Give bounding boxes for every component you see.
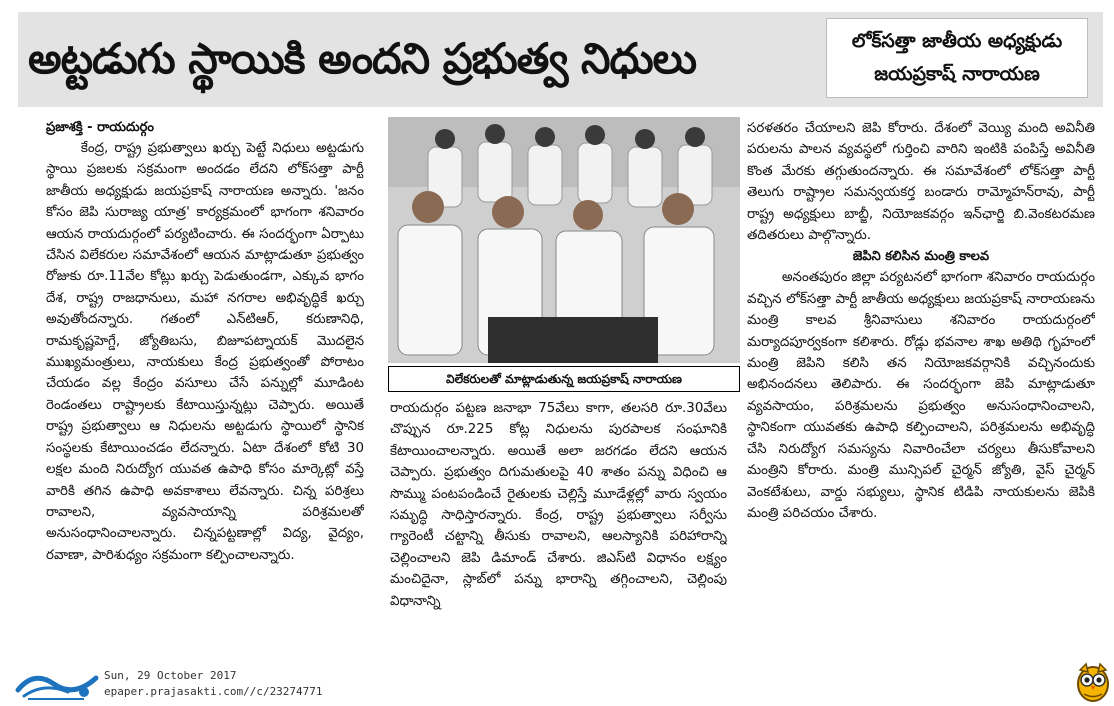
column-3-text: సరళతరం చేయాలని జెపి కోరారు. దేశంలో వెయ్యి మంది అవినీతి పరులను పాలన వ్యవస్థలో గుర్తించి వారిని ఇంటికి పంపిస్తే అవినీతి కొంత మేరకు తగ్గుతుందన్నారు. ఈ సమావేశంలో లోక్‌సత్తా పార్టీ తెలుగు రాష్ట్రాల సమన్వయకర్త బండారు రామ్మోహన్‌రావు, పార్టీ రాష్ట్ర అధ్యక్షులు బాబ్జీ, నియోజకవర్గం ఇన్‌ఛార్జి బి.వెంకటరమణ తదితరులు పాల్గొన్నారు. — [747, 121, 1095, 244]
speaker-name: జయప్రకాష్ నారాయణ — [874, 63, 1040, 85]
edition-url[interactable]: epaper.prajasakti.com//c/23274771 — [104, 685, 323, 698]
column-2-text: రాయదుర్గం పట్టణ జనాభా 75వేలు కాగా, తలసరి రూ.30వేలు చొప్పున రూ.225 కోట్ల నిధులను పురపాలక సంఘానికి కేటాయించాలన్నారు. అయితే అలా జరగడం లేదని ఆయన చెప్పారు. ప్రభుత్వం దిగుమతులపై 40 శాతం పన్ను విధించి ఆ సొమ్ము పంటపండించే రైతులకు చెల్లిస్తే మూడేళ్లల్లో వారు స్వయం సమృద్ధి సాధిస్తారన్నారు. కేంద్ర, రాష్ట్ర ప్రభుత్వాలు సర్వీసు గ్యారెంటీ చట్టాన్ని తీసుకు రావాలని, ఆలస్యానికి పరిహారాన్ని చెల్లించాలని జెపి డిమాండ్ చేశారు. జిఎస్‌టి విధానం లక్ష్యం మంచిదైనా, స్లాబ్‌లో పన్ను భారాన్ని తగ్గించాలని, చెల్లింపు విధానాన్ని — [390, 401, 727, 609]
article-column-2 — [390, 398, 727, 650]
speaker-box — [826, 18, 1088, 98]
logo-graphic — [14, 664, 100, 702]
owl-graphic — [1076, 662, 1110, 702]
owl-icon[interactable] — [1076, 662, 1110, 702]
photo-caption: విలేకరులతో మాట్లాడుతున్న జయప్రకాష్ నారాయణ — [388, 366, 740, 392]
column-1-text: కేంద్ర, రాష్ట్ర ప్రభుత్వాలు ఖర్చు పెట్టే నిధులు అట్టడుగు స్థాయి ప్రజలకు సక్రమంగా అందడం లేదని లోక్‌సత్తా పార్టీ జాతీయ అధ్యక్షుడు జయప్రకాష్ నారాయణ అన్నారు. 'జనం కోసం జెపి సురాజ్య యాత్ర' కార్యక్రమంలో భాగంగా శనివారం ఆయన రాయదుర్గంలో పర్యటించారు. ఈ సందర్భంగా ఏర్పాటు చేసిన విలేకరుల సమావేశంలో ఆయన మాట్లాడుతూ ప్రభుత్వం రోజుకు రూ.11వేల కోట్లు ఖర్చు పెడుతుండగా, ఎక్కువ భాగం దేశ, రాష్ట్ర రాజధానులు, మహా నగరాల అభివృద్ధికే ఖర్చు అవుతోందన్నారు. గతంలో ఎన్‌టిఆర్, కరుణానిధి, రామకృష్ణహెగ్డే, జ్యోతిబసు, బిజూపట్నాయక్ మొదలైన ముఖ్యమంత్రులు, నాయకులు కేంద్ర ప్రభుత్వంతో పోరాటం చేయడం వల్ల కేంద్రం వసూలు చేసే పన్నుల్లో మూడింట రెండంతలు రాష్ట్రాలకు కేటాయిస్తున్నట్లు చెప్పారు. అయితే రాష్ట్ర ప్రభుత్వాలు ఆ నిధులను అట్టడుగు స్థాయిలో స్థానిక సంస్థలకు కేటాయించడం లేదన్నారు. ఏటా దేశంలో కోటి 30 లక్షల మంది నిరుద్యోగ యువత ఉపాధి కోసం మార్కెట్లో వస్తే వారికి తగిన ఉపాధి అవకాశాలు లేవన్నారు. చిన్న పరిశ్రలు రావాలని, వ్యవసాయాన్ని పరిశ్రమలతో అనుసంధానించాలన్నారు. చిన్నపట్టణాల్లో విద్య, వైద్యం, రవాణా, పారిశుధ్యం సక్రమంగా కల్పించాలన్నారు. — [46, 141, 364, 563]
dateline: ప్రజాశక్తి - రాయదుర్గం — [46, 120, 154, 135]
article-column-3 — [747, 118, 1095, 650]
edition-date: Sun, 29 October 2017 — [104, 669, 237, 682]
photo-illustration — [388, 117, 740, 363]
speaker-title: లోక్‌సత్తా జాతీయ అధ్యక్షుడు — [851, 30, 1063, 52]
prajasakti-logo[interactable] — [14, 664, 100, 702]
column-3-text-b: అనంతపురం జిల్లా పర్యటనలో భాగంగా శనివారం రాయదుర్గం వచ్చిన లోక్‌సత్తా పార్టీ జాతీయ అధ్యక్షులు జయప్రకాష్ నారాయణను మంత్రి కాలవ శ్రీనివాసులు శనివారం రాయదుర్గంలో మర్యాదపూర్వకంగా కలిశారు. రోడ్లు భవనాల శాఖ అతిథి గృహంలో మంత్రి జెపిని కలిసి తన నియోజకవర్గానికి వచ్చినందుకు అభినందనలు తెలిపారు. ఈ సందర్భంగా జెపి మాట్లాడుతూ వ్యవసాయం, పరిశ్రమలను ప్రభుత్వం అనుసంధానించాలని, స్థానికంగా యువతకు ఉపాధి కల్పించాలని, పరిశ్రమలను అభివృద్ధి చేసి నిరుద్యోగ సమస్యను నివారించేలా చర్యలు తీసుకోవాలని మంత్రిని కోరారు. మంత్రి మున్సిపల్ చైర్మన్ జ్యోతి, వైస్ చైర్మన్ వెంకటేశులు, వార్డు సభ్యులు, స్థానిక టిడిపి నాయకులను జెపికి మంత్రి పరిచయం చేశారు. — [747, 270, 1095, 521]
article-column-1 — [46, 118, 364, 648]
footer-info — [104, 668, 323, 700]
press-meet-photo — [388, 117, 740, 363]
sub-headline: జెపిని కలిసిన మంత్రి కాలవ — [852, 249, 990, 265]
article-headline: అట్టడుగు స్థాయికి అందని ప్రభుత్వ నిధులు — [28, 34, 696, 83]
